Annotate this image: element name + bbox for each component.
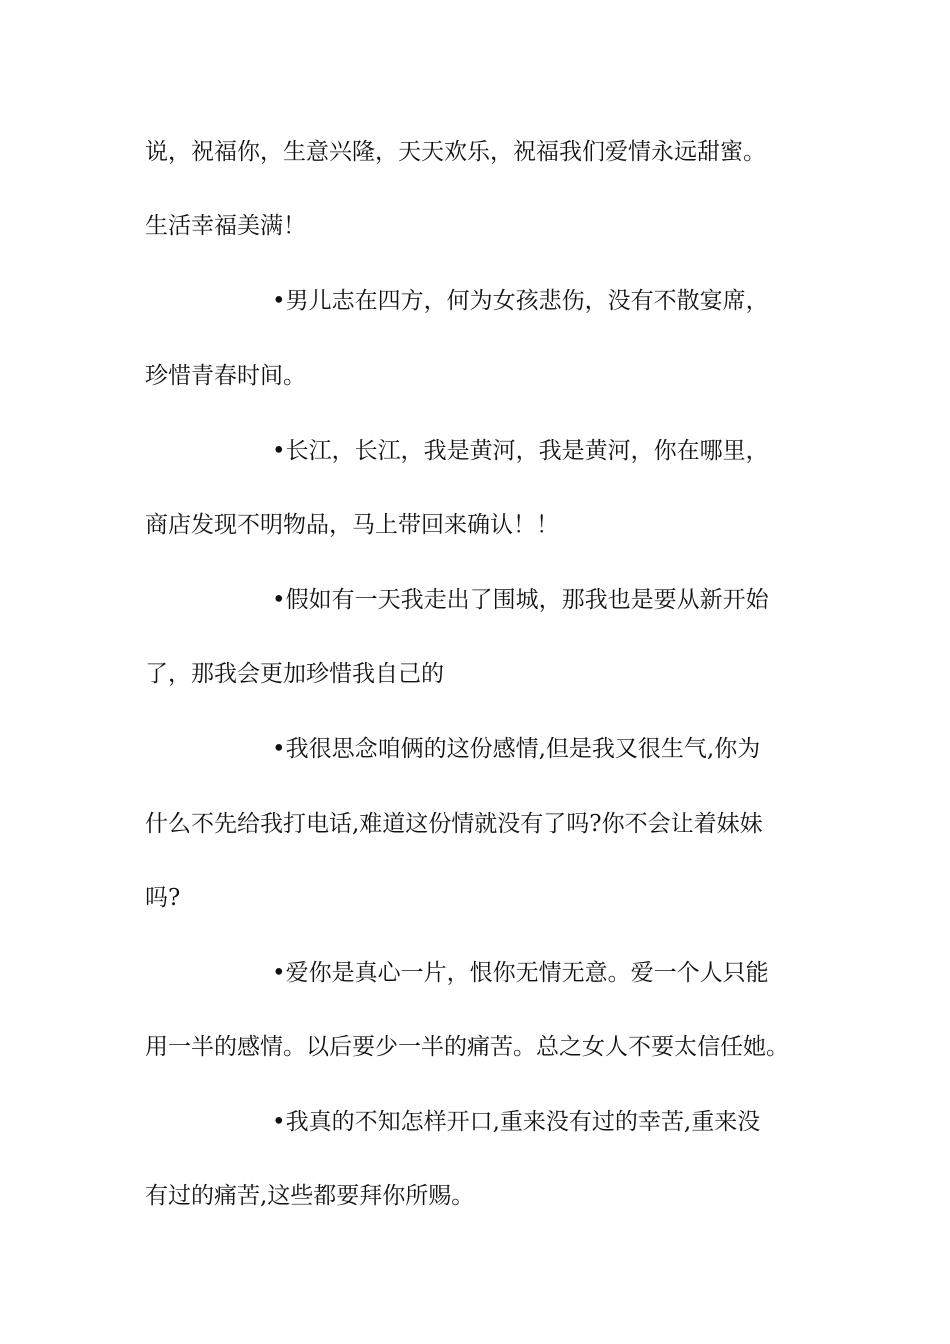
bullet-paragraph-start: •男儿志在四方，何为女孩悲伤，没有不散宴席， bbox=[272, 288, 769, 314]
text-line: 用一半的感情。以后要少一半的痛苦。总之女人不要太信任她。 bbox=[145, 1034, 789, 1060]
text-line: 珍惜青春时间。 bbox=[145, 363, 306, 389]
bullet-paragraph-start: •我很思念咱俩的这份感情,但是我又很生气,你为 bbox=[272, 736, 761, 762]
text-line: 生活幸福美满！ bbox=[145, 213, 306, 239]
bullet-paragraph-start: •长江，长江，我是黄河，我是黄河，你在哪里， bbox=[272, 438, 769, 464]
bullet-paragraph-start: •爱你是真心一片，恨你无情无意。爱一个人只能 bbox=[272, 960, 769, 986]
text-line: 商店发现不明物品，马上带回来确认！！ bbox=[145, 512, 559, 538]
text-line: 了，那我会更加珍惜我自己的 bbox=[145, 661, 444, 687]
text-line: 吗? bbox=[145, 885, 181, 911]
bullet-paragraph-start: •我真的不知怎样开口,重来没有过的幸苦,重来没 bbox=[272, 1109, 761, 1135]
text-line: 说，祝福你，生意兴隆，天天欢乐，祝福我们爱情永远甜蜜。 bbox=[145, 139, 766, 165]
text-line: 有过的痛苦,这些都要拜你所赐。 bbox=[145, 1183, 475, 1209]
bullet-paragraph-start: •假如有一天我走出了围城，那我也是要从新开始 bbox=[272, 587, 769, 613]
text-line: 什么不先给我打电话,难道这份情就没有了吗?你不会让着妹妹 bbox=[145, 811, 763, 837]
